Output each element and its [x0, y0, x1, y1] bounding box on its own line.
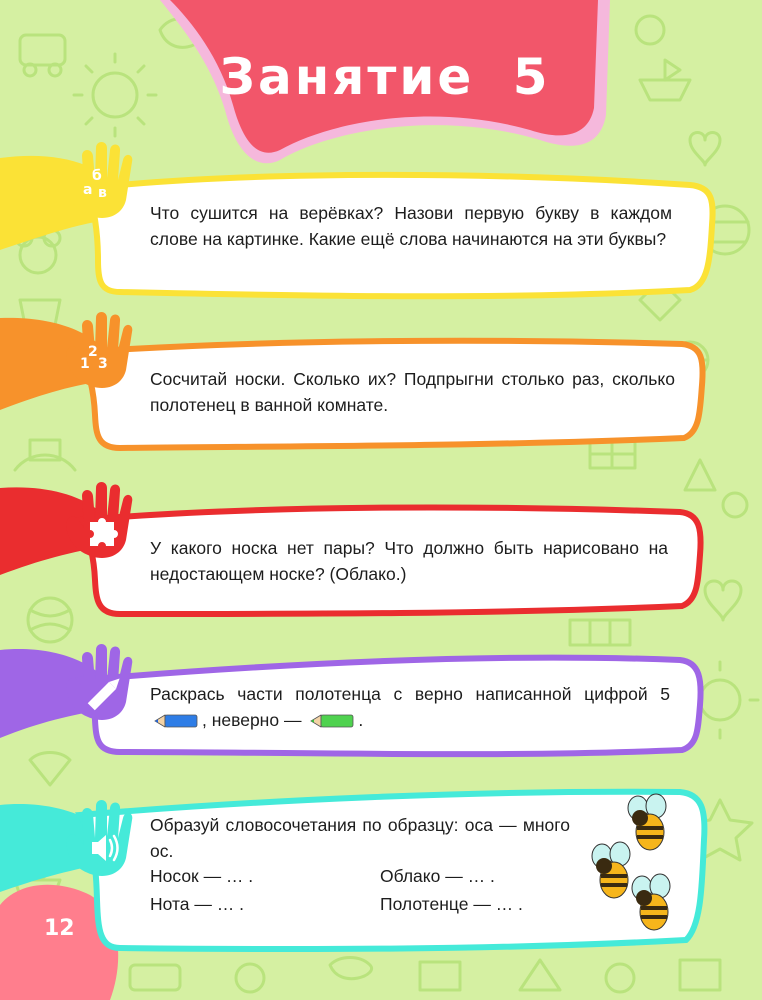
task-4-text-part2: , неверно — — [202, 710, 302, 730]
number-2: 2 — [88, 344, 98, 360]
task-5-intro: Образуй словосочетания по образцу: оса — много ос. — [150, 815, 570, 861]
exercise-item: Облако — … . — [380, 866, 495, 886]
puzzle-piece-icon — [90, 518, 118, 546]
task-4-text — [150, 681, 670, 733]
green-pencil-icon — [309, 714, 355, 728]
numbers-hand-icon — [66, 312, 132, 388]
page-title: Занятие 5 — [219, 48, 551, 106]
number-1: 1 — [80, 356, 90, 372]
exercise-item: Нота — … . — [150, 894, 244, 914]
puzzle-hand-icon — [66, 482, 132, 558]
task-3-text: У какого носка нет пары? Что должно быть нарисовано на недостающем носке? (Облако.) — [150, 538, 668, 584]
pencil-hand-icon — [66, 644, 132, 720]
number-3: 3 — [98, 356, 108, 372]
blue-pencil-icon — [153, 714, 199, 728]
task-4-text-part3: . — [358, 710, 364, 730]
letter-v: в — [98, 185, 107, 201]
task-4-text-part1: Раскрась части полотенца с верно написанной цифрой 5 — [150, 684, 670, 704]
letter-a: а — [83, 182, 93, 198]
task-1-text: Что сушится на верёвках? Назови первую букву в каждом слове на картинке. Какие ещё слова начинаются на эти буквы? — [150, 203, 672, 249]
task-2-text: Сосчитай носки. Сколько их? Подпрыгни столько раз, сколько полотенец в ванной комнате. — [150, 369, 675, 415]
exercise-item: Полотенце — … . — [380, 894, 523, 914]
page-number: 12 — [44, 916, 75, 941]
exercise-item: Носок — … . — [150, 866, 254, 886]
letter-b: б — [92, 168, 102, 184]
